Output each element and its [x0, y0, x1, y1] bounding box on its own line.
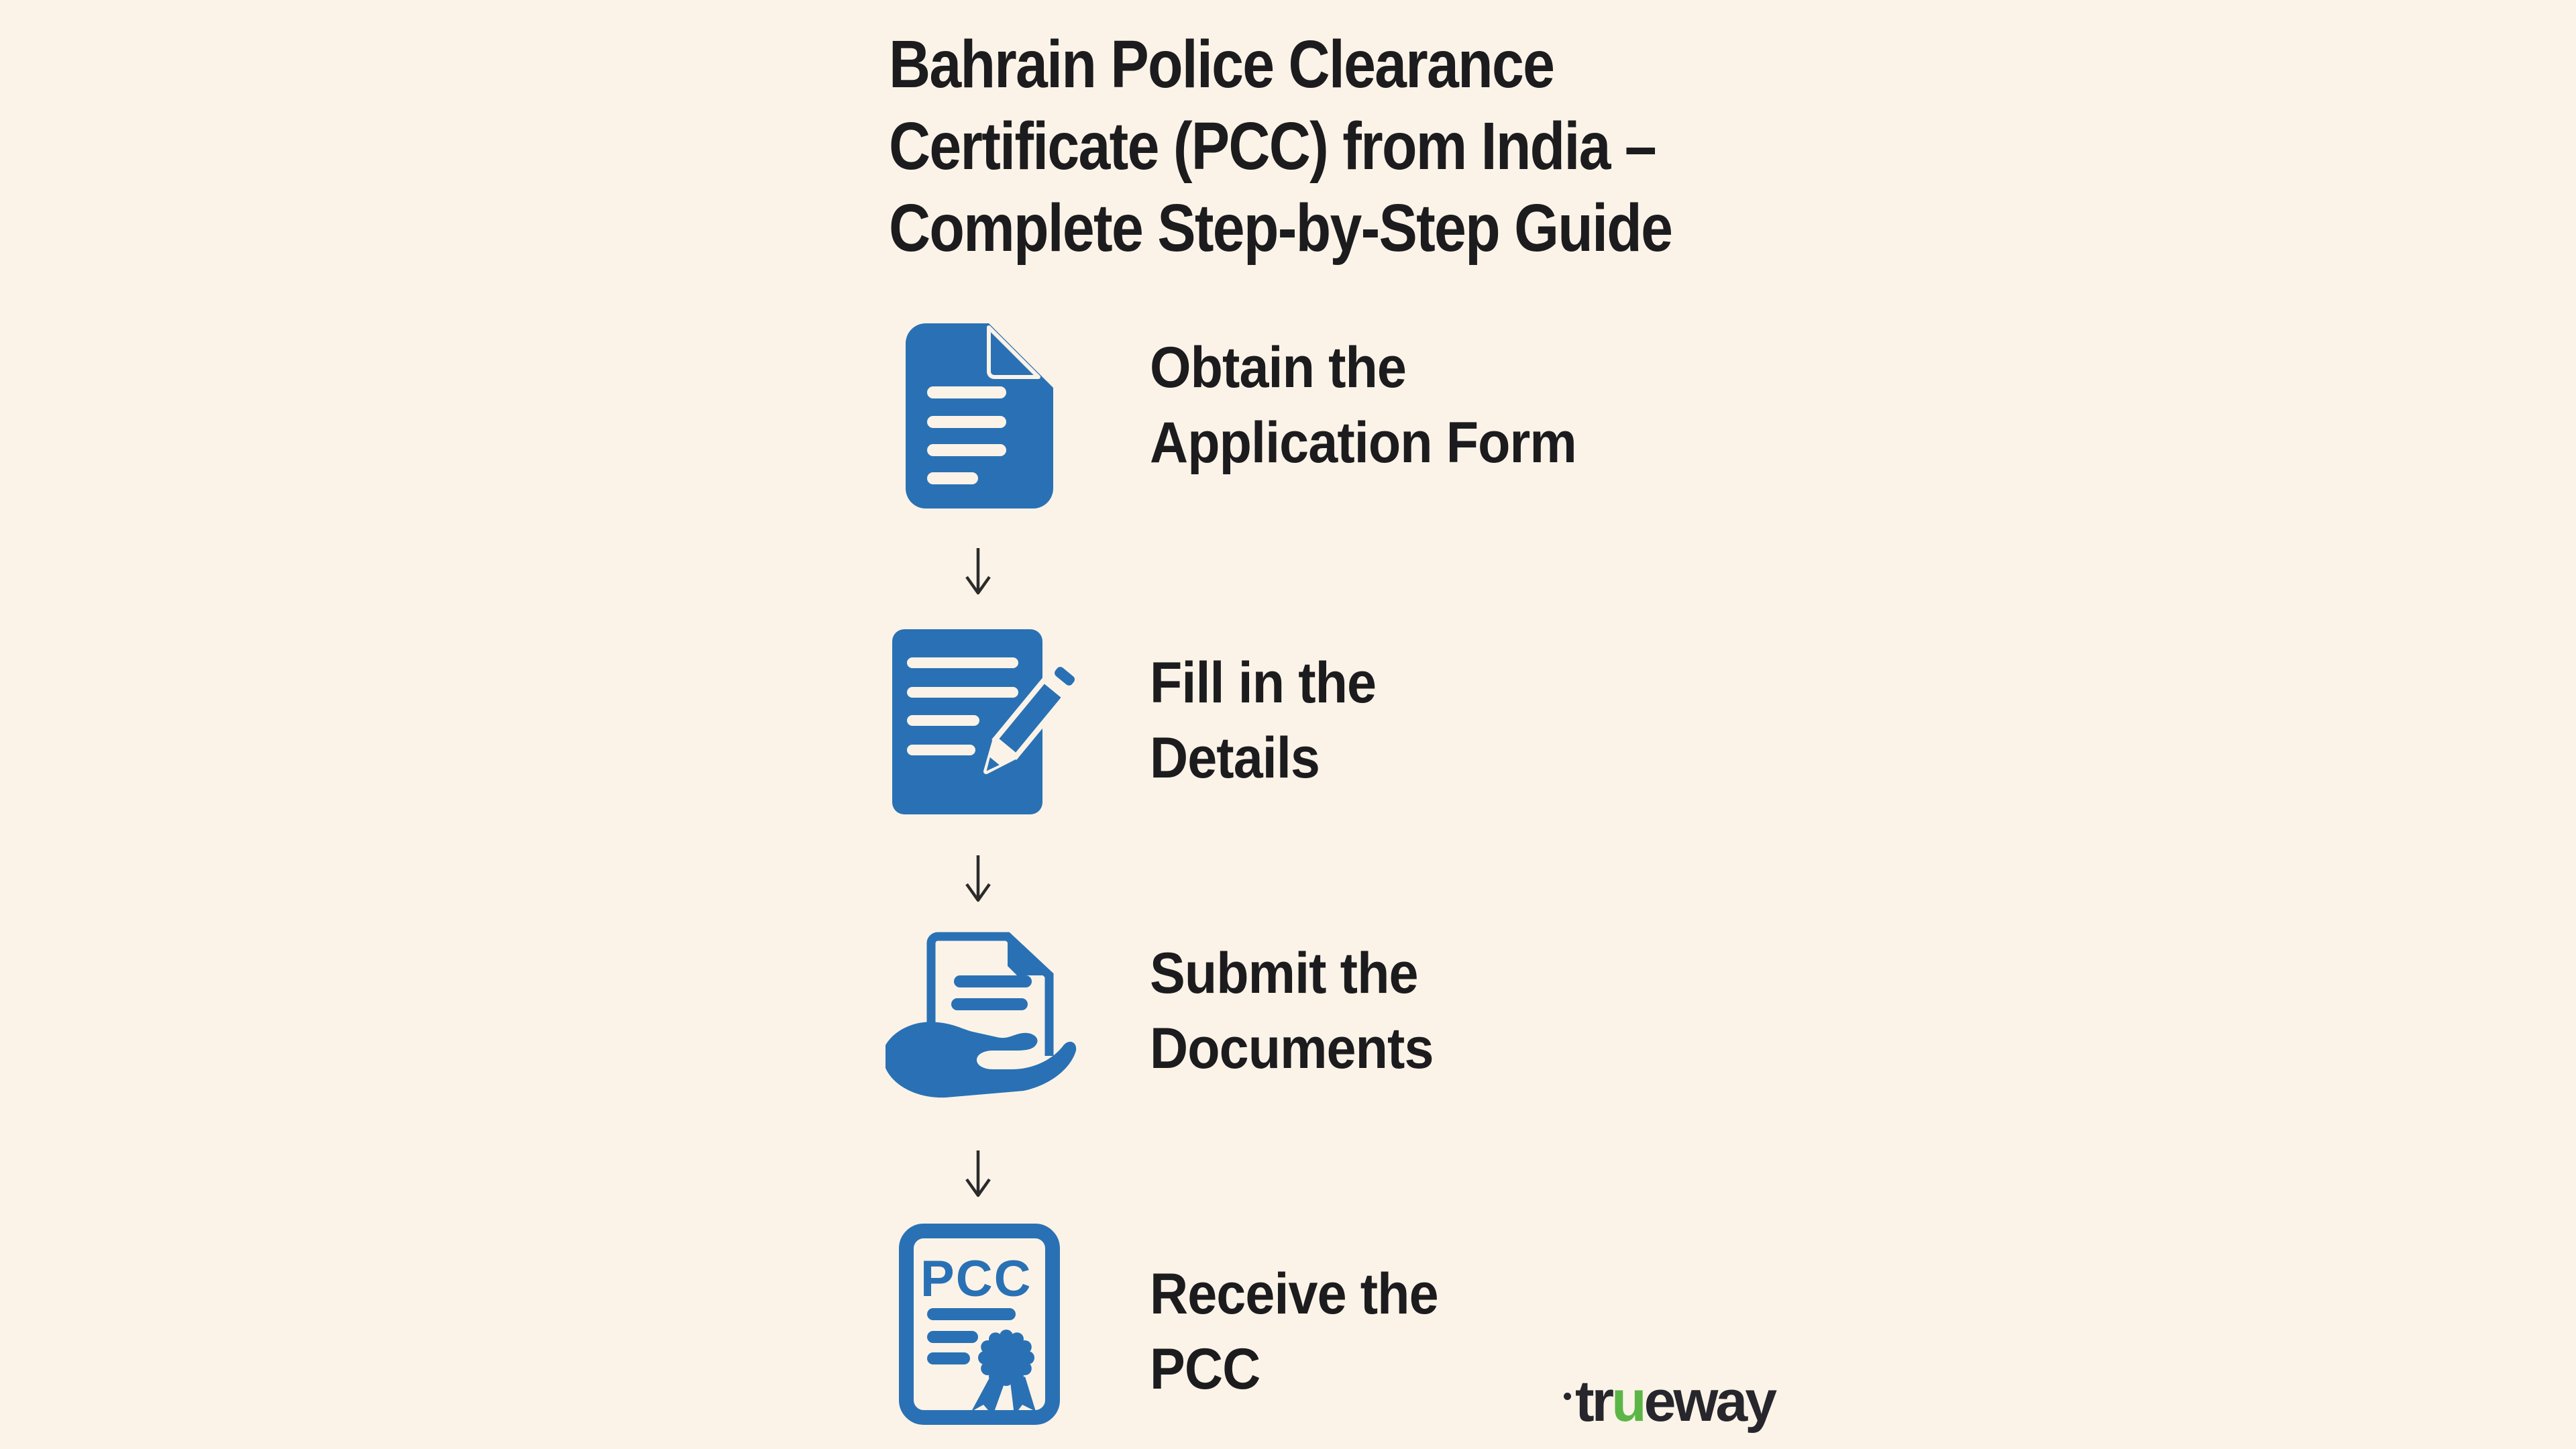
certificate-seal [971, 1330, 1036, 1415]
document-icon [906, 323, 1053, 508]
down-arrow-icon [963, 546, 994, 600]
trueway-logo [1575, 1368, 1774, 1435]
step-label-line: Receive the [1150, 1262, 1438, 1326]
step-label-line: Details [1150, 726, 1320, 790]
logo-text-u: u [1611, 1369, 1644, 1434]
page-title [889, 23, 1672, 269]
seal-ribbon-right [1010, 1377, 1036, 1415]
logo-text-tr: tr [1575, 1369, 1612, 1434]
title-line-2: Certificate (PCC) from India – [889, 109, 1656, 184]
document-fold [989, 327, 1038, 377]
certificate-pcc-text: PCC [920, 1250, 1032, 1307]
step-label-fill-details [1150, 645, 1376, 796]
logo-dot [1564, 1393, 1571, 1400]
step-label-line: Obtain the [1150, 335, 1407, 400]
logo-text-eway: eway [1644, 1369, 1775, 1434]
form-pencil-icon [892, 629, 1093, 814]
held-document-lines [951, 975, 1032, 1010]
step-label-line: Application Form [1150, 411, 1576, 475]
down-arrow-icon [963, 853, 994, 907]
step-label-line: PCC [1150, 1337, 1260, 1401]
hand-document-icon [879, 927, 1080, 1102]
step-label-line: Fill in the [1150, 651, 1377, 715]
step-label-line: Submit the [1150, 941, 1418, 1006]
down-arrow-icon [963, 1148, 994, 1202]
seal-ribbon-left [971, 1377, 1005, 1415]
title-line-1: Bahrain Police Clearance [889, 27, 1554, 102]
step-label-submit-documents [1150, 936, 1434, 1086]
title-line-3: Complete Step-by-Step Guide [889, 191, 1672, 266]
step-label-receive-pcc [1150, 1256, 1438, 1407]
step-label-line: Documents [1150, 1016, 1434, 1081]
certificate-icon [899, 1224, 1060, 1425]
held-document-fold [1008, 935, 1048, 975]
step-label-obtain-form [1150, 330, 1576, 480]
